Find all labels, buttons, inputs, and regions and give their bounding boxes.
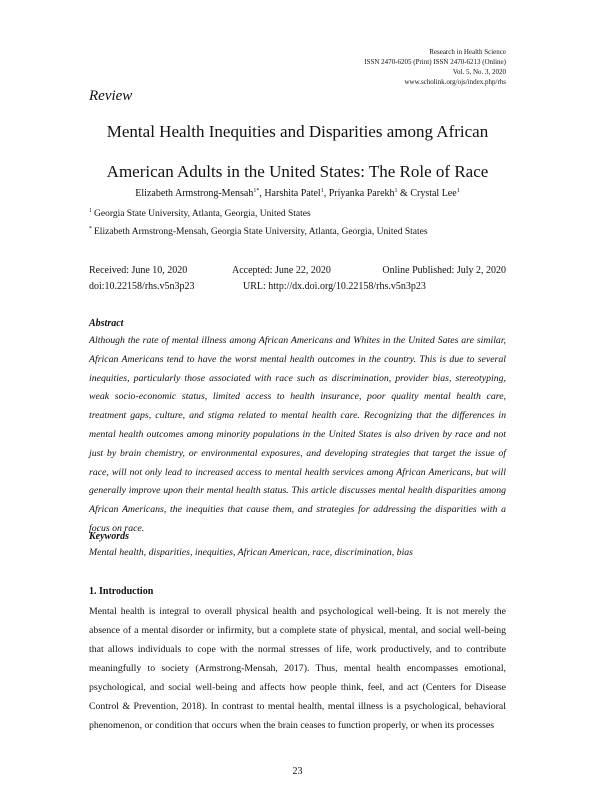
journal-volume: Vol. 5, No. 3, 2020 <box>452 68 506 76</box>
author-affiliation-mark: 1 <box>394 188 398 194</box>
keywords-heading: Keywords <box>89 531 129 542</box>
introduction-heading: 1. Introduction <box>89 586 154 597</box>
affiliation-text: Elizabeth Armstrong-Mensah, Georgia State University, Atlanta, Georgia, United States <box>94 227 428 237</box>
received-date: Received: June 10, 2020 <box>89 265 188 276</box>
paper-title-line-2: American Adults in the United States: The Role of Race <box>106 162 489 181</box>
author-separator: & <box>397 188 411 199</box>
published-date: Online Published: July 2, 2020 <box>382 265 506 276</box>
accepted-date: Accepted: June 22, 2020 <box>232 265 331 276</box>
section-label: Review <box>89 88 133 104</box>
corresponding-affiliation <box>89 226 428 237</box>
author-affiliation-mark: 1 <box>320 188 324 194</box>
journal-issn: ISSN 2470-6205 (Print) ISSN 2470-6213 (Online) <box>364 58 506 66</box>
keywords-body: Mental health, disparities, inequities, African American, race, discrimination, bias <box>89 547 413 558</box>
author-name: Crystal Lee <box>410 188 457 199</box>
author-name: Elizabeth Armstrong-Mensah <box>135 188 254 199</box>
author-affiliation-mark: 1* <box>253 188 260 194</box>
author-separator: , <box>259 188 265 199</box>
affiliation <box>89 208 311 219</box>
journal-header <box>276 47 506 87</box>
doi-url-link[interactable]: URL: http://dx.doi.org/10.22158/rhs.v5n3p23 <box>243 281 426 292</box>
affiliation-mark: 1 <box>89 208 92 214</box>
abstract-heading: Abstract <box>89 318 124 329</box>
author-name: Priyanka Parekh <box>328 188 395 199</box>
affiliation-text: Georgia State University, Atlanta, Georgia, United States <box>94 209 311 219</box>
doi-text: doi:10.22158/rhs.v5n3p23 <box>89 281 195 292</box>
author-name: Harshita Patel <box>264 188 321 199</box>
author-separator: , <box>323 188 329 199</box>
journal-name: Research in Health Science <box>429 48 506 56</box>
introduction-body: Mental health is integral to overall physical health and psychological well-being. It is not merely the absence of a mental disorder or infirmity, but a complete state of physical, mental, and social well-being that allows individuals to cope with the normal stresses of life, work productively, and to contribute meaningfully to society (Armstrong-Mensah, 2017). Thus, mental health encompasses emotional, psychological, and social well-being and affects how people think, feel, and act (Centers for Disease Control & Prevention, 2018). In contrast to mental health, mental illness is a psychological, behavioral phenomenon, or condition that occurs when the brain ceases to function properly, or when its processes <box>89 606 506 731</box>
journal-website[interactable]: www.scholink.org/ojs/index.php/rhs <box>404 78 506 86</box>
abstract-body: Although the rate of mental illness among African Americans and Whites in the United Sates are similar, African Americans tend to have the worst mental health outcomes in the country. This is due to several inequities, particularly those associated with race such as discrimination, provider bias, stereotyping, weak socio-economic status, limited access to health insurance, poor quality mental health care, treatment gaps, culture, and stigma related to mental health care. Recognizing that the differences in mental health outcomes among minority populations in the United States is also driven by race and not just by brain chemistry, or environmental exposures, and developing strategies that target the issue of race, will not only lead to increased access to mental health services among African Americans, but will generally improve upon their mental health status. This article discusses mental health disparities among African Americans, the inequities that cause them, and strategies for addressing the disparities with a focus on race. <box>89 335 506 534</box>
page-number: 23 <box>292 766 303 777</box>
author-affiliation-mark: 1 <box>456 188 460 194</box>
paper-title-line-1: Mental Health Inequities and Disparities among African <box>106 122 489 141</box>
affiliation-mark: * <box>89 226 92 232</box>
author-list <box>89 188 506 199</box>
